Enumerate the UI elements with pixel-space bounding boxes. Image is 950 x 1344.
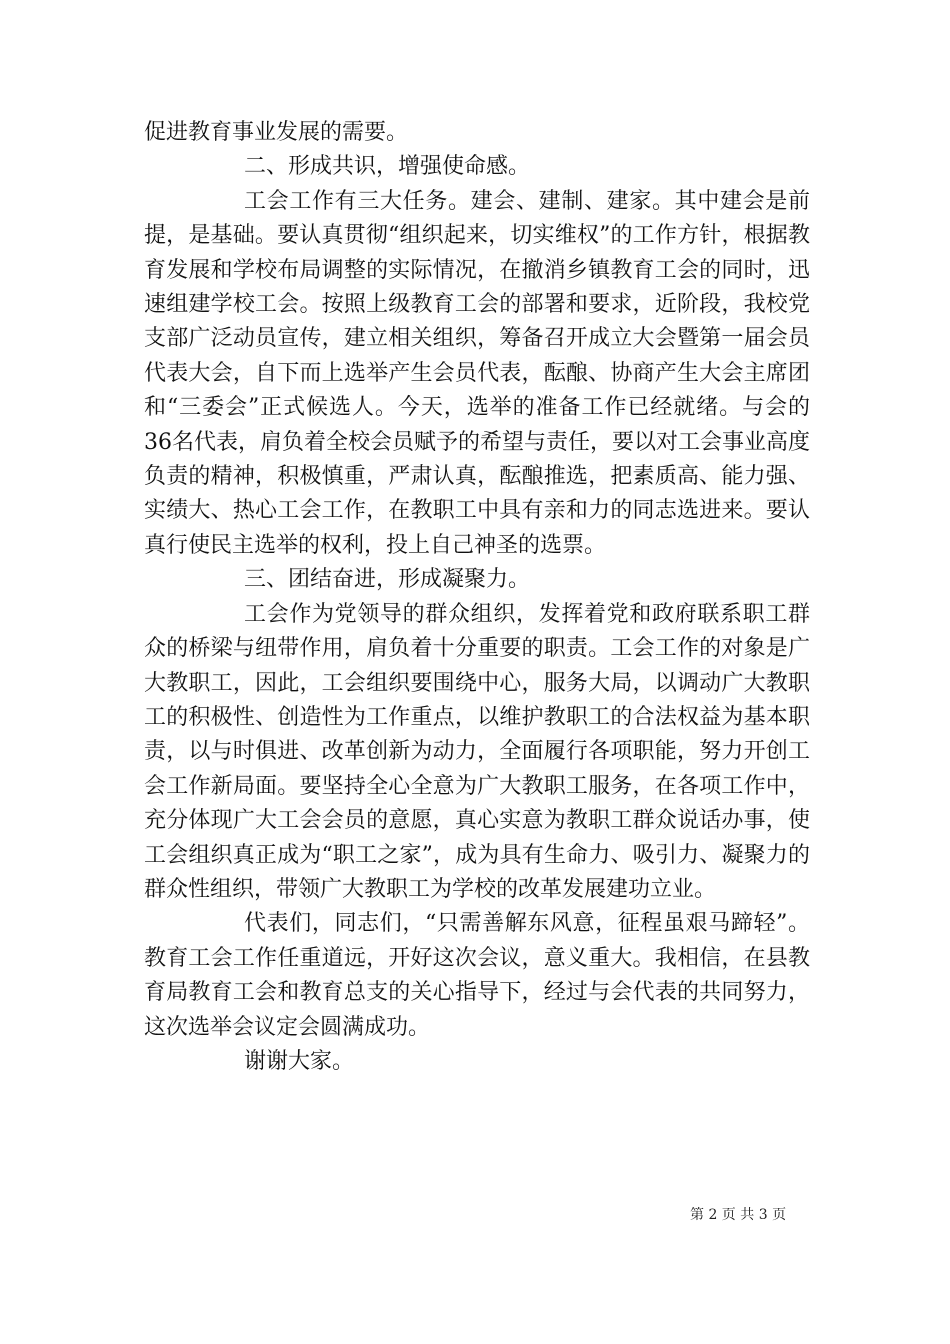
- paragraph-union-tasks: 工会工作有三大任务。建会、建制、建家。其中建会是前提，是基础。要认真贯彻“组织起来，切实维权”的工作方针，根据教育发展和学校布局调整的实际情况，在撤消乡镇教育工会的同时，迅速组建学校工会。按照上级教育工会的部署和要求，近阶段，我校党支部广泛动员宣传，建立相关组织，筹备召开成立大会暨第一届会员代表大会，自下而上选举产生会员代表，酝酿、协商产生大会主席团和“三委会”正式候选人。今天，选举的准备工作已经就绪。与会的36名代表，肩负着全校会员赋予的希望与责任，要以对工会事业高度负责的精神，积极慎重，严肃认真，酝酿推选，把素质高、能力强、实绩大、热心工会工作，在教职工中具有亲和力的同志选进来。要认真行使民主选举的权利，投上自己神圣的选票。: [144, 188, 810, 558]
- paragraph-continuation: 促进教育事业发展的需要。: [144, 120, 409, 145]
- paragraph-closing: 代表们，同志们，“只需善解东风意，征程虽艰马蹄轻”。教育工会工作任重道远，开好这次会议，意义重大。我相信，在县教育局教育工会和教育总支的关心指导下，经过与会代表的共同努力，这次选举会议定会圆满成功。: [144, 911, 810, 1040]
- section-heading-3: 三、团结奋进，形成凝聚力。: [244, 567, 531, 593]
- body-text: [144, 116, 810, 1079]
- paragraph-thanks: 谢谢大家。: [244, 1048, 355, 1074]
- page-number-footer: 第 2 页 共 3 页: [690, 1207, 787, 1223]
- paragraph-union-role: 工会作为党领导的群众组织，发挥着党和政府联系职工群众的桥梁与纽带作用，肩负着十分重要的职责。工会工作的对象是广大教职工，因此，工会组织要围绕中心，服务大局，以调动广大教职工的积极性、创造性为工作重点，以维护教职工的合法权益为基本职责，以与时俱进、改革创新为动力，全面履行各项职能，努力开创工会工作新局面。要坚持全心全意为广大教职工服务，在各项工作中，充分体现广大工会会员的意愿，真心实意为教职工群众说话办事，使工会组织真正成为“职工之家”，成为具有生命力、吸引力、凝聚力的群众性组织，带领广大教职工为学校的改革发展建功立业。: [144, 601, 810, 902]
- section-heading-2: 二、形成共识，增强使命感。: [244, 154, 531, 180]
